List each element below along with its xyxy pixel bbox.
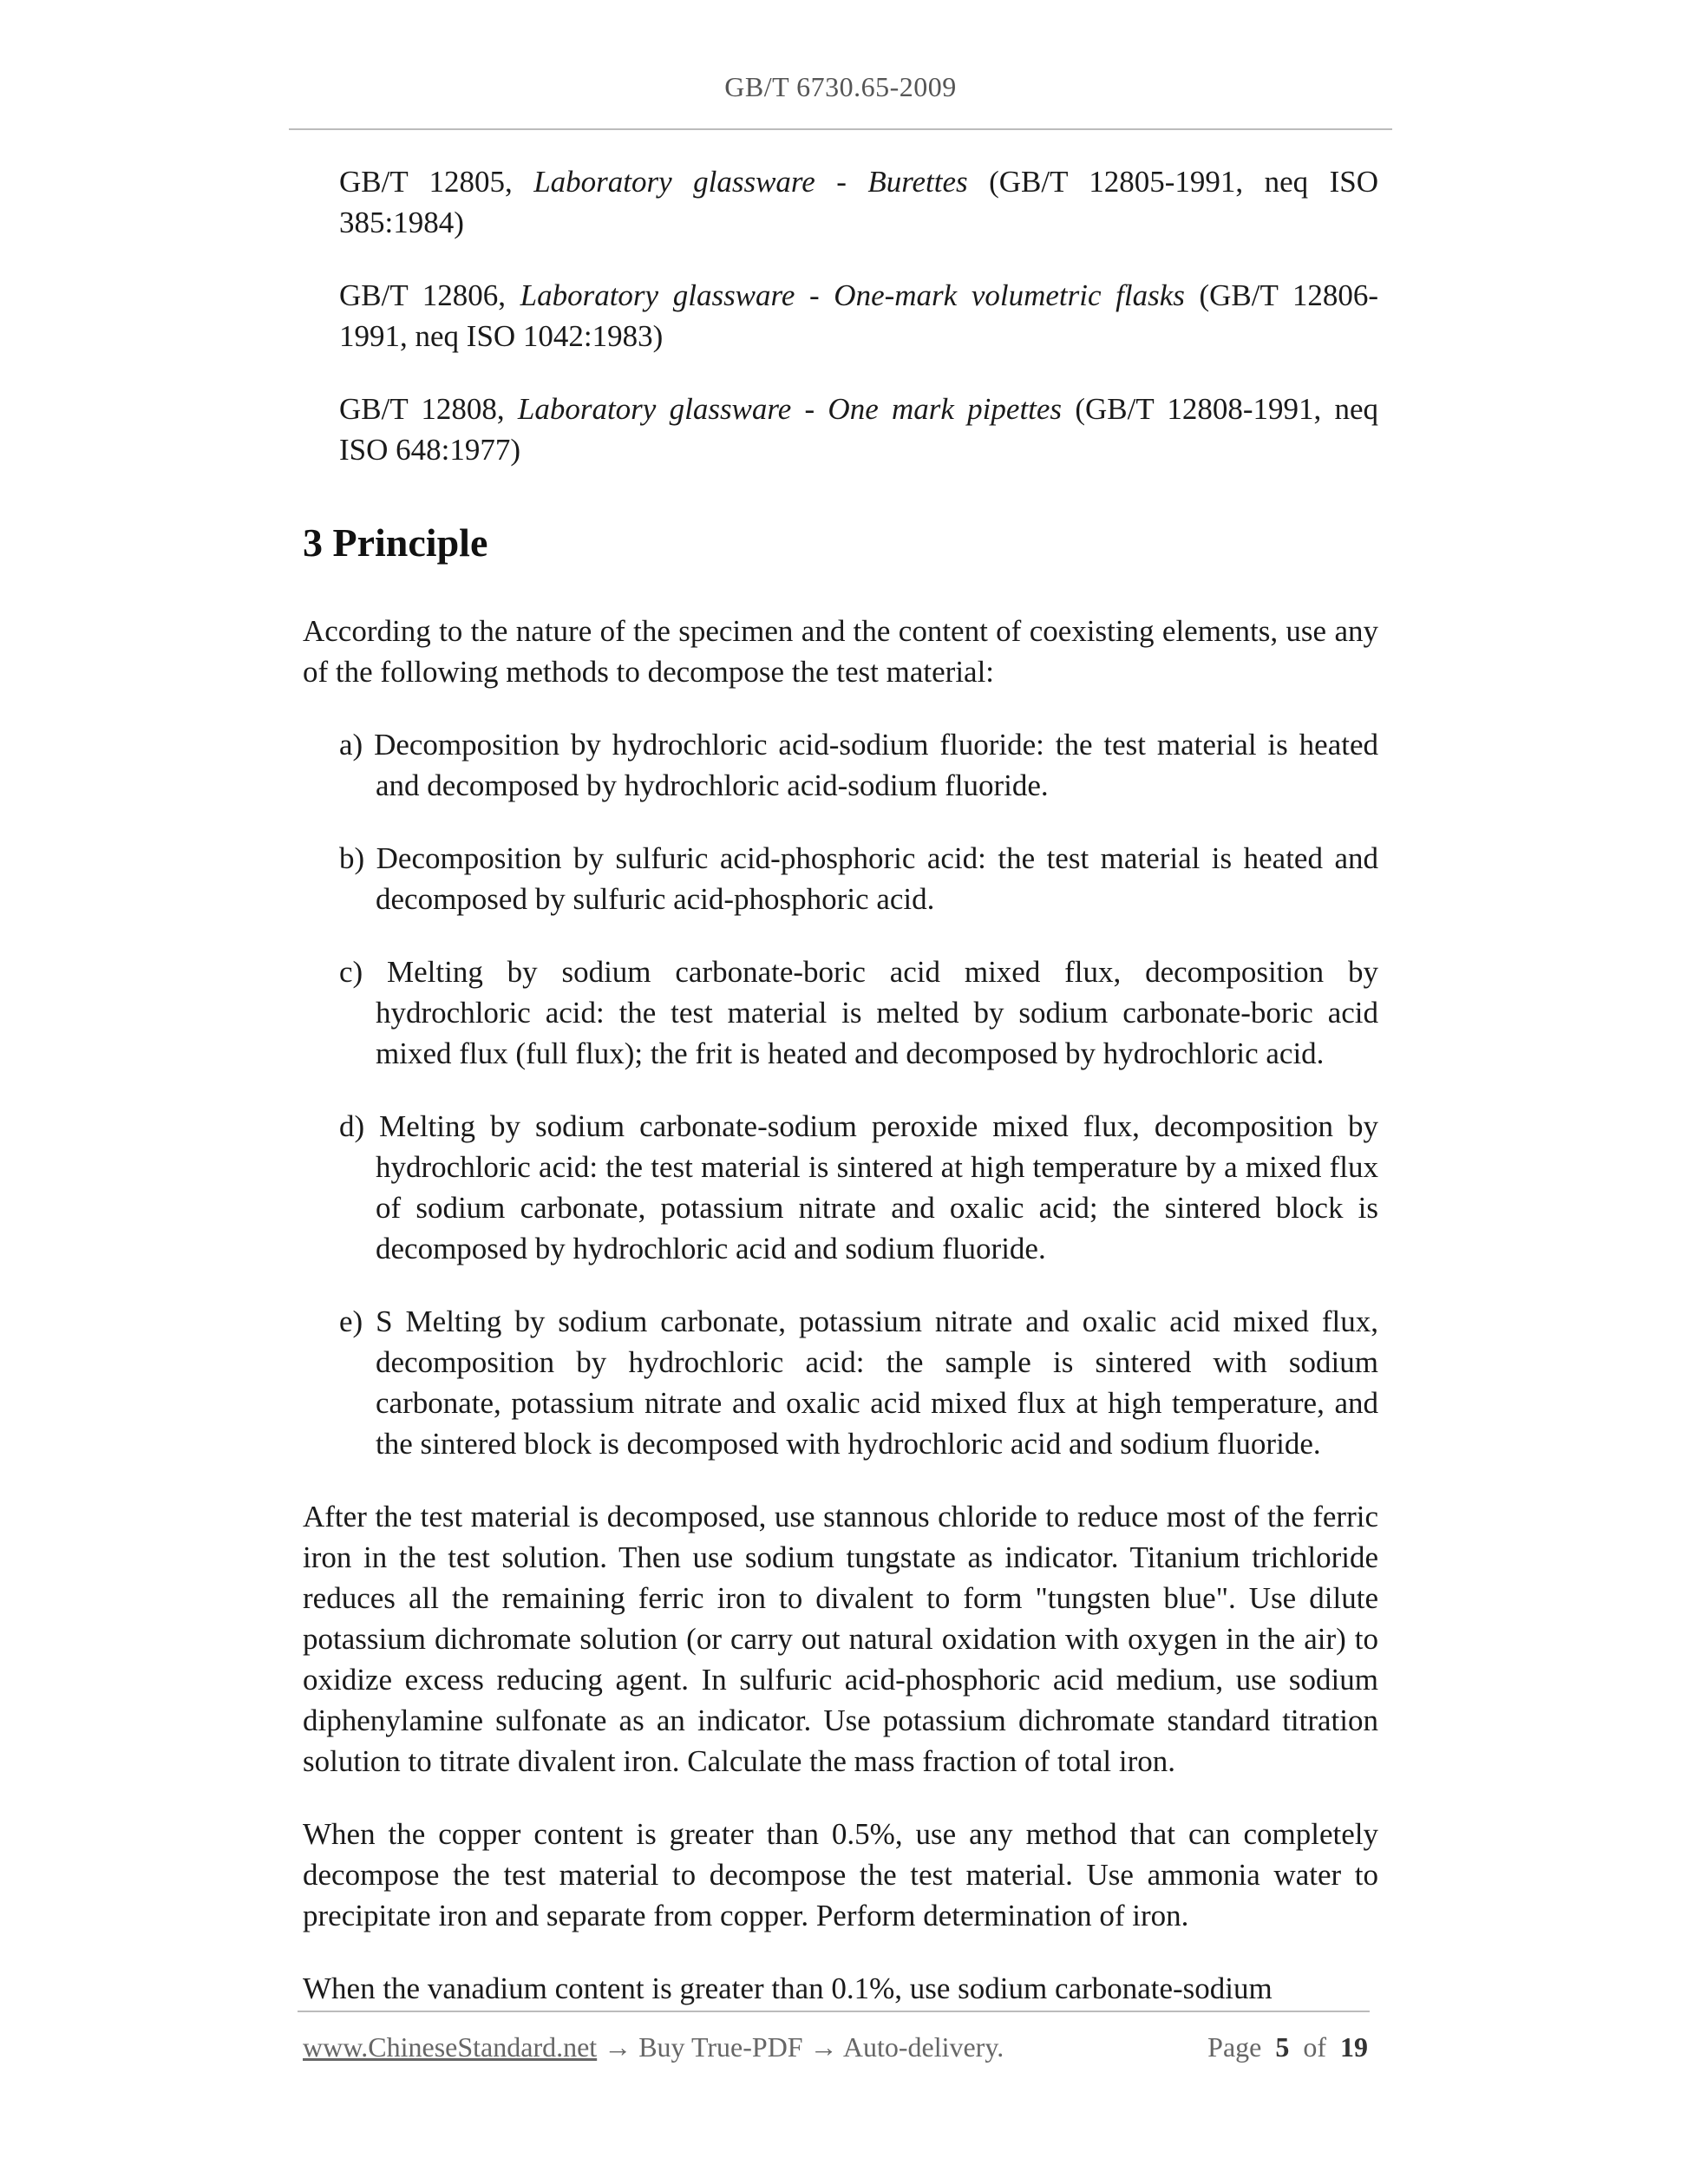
reference-code: GB/T 12808 — [339, 392, 497, 426]
method-item-c: c) Melting by sodium carbonate-boric acid mixed flux, decomposition by hydrochloric acid: the test material is melted by sodium carbonate-boric acid mixed flux (full flux); the frit is heated and decomposed by hydrochloric acid. — [339, 955, 1378, 1070]
reference-tail: (GB/T 12806-1991, neq ISO 1042:1983) — [339, 278, 1379, 353]
promo-text: → Buy True-PDF → Auto-delivery. — [597, 2031, 1004, 2063]
header-divider — [289, 128, 1392, 130]
reference-tail: (GB/T 12805-1991, neq ISO 385:1984) — [339, 165, 1378, 239]
reference-title: Laboratory glassware - One-mark volumetric flasks — [520, 278, 1185, 312]
site-link[interactable]: www.ChineseStandard.net — [303, 2031, 598, 2063]
page-header: GB/T 6730.65-2009 — [724, 71, 957, 102]
reference-title: Laboratory glassware - One mark pipettes — [517, 392, 1063, 426]
section-heading: 3 Principle — [303, 520, 488, 565]
normative-reference: GB/T 12806, Laboratory glassware - One-mark volumetric flasks (GB/T 12806-1991, neq ISO 1042:1983) — [339, 278, 1379, 353]
method-item-e: e) S Melting by sodium carbonate, potassium nitrate and oxalic acid mixed flux, decomposition by hydrochloric acid: the sample is sintered with sodium carbonate, potassium nitrate and oxalic acid mixed flux at high temperature, and the sintered block is decomposed with hydrochloric acid and sodium fluoride. — [339, 1305, 1378, 1461]
current-page: 5 — [1275, 2031, 1290, 2063]
body-paragraph: After the test material is decomposed, use stannous chloride to reduce most of the ferric iron in the test solution. Then use sodium tungstate as indicator. Titanium trichloride reduces all the remaining ferric iron to divalent to form "tungsten blue". Use dilute potassium dichromate solution (or carry out natural oxidation with oxygen in the air) to oxidize excess reducing agent. In sulfuric acid-phosphoric acid medium, use sodium diphenylamine sulfonate as an indicator. Use potassium dichromate standard titration solution to titrate divalent iron. Calculate the mass fraction of total iron. — [303, 1500, 1378, 1778]
normative-reference: GB/T 12808, Laboratory glassware - One mark pipettes (GB/T 12808-1991, neq ISO 648:1977) — [339, 392, 1379, 467]
method-item-b: b) Decomposition by sulfuric acid-phosphoric acid: the test material is heated and decomposed by sulfuric acid-phosphoric acid. — [339, 841, 1378, 916]
intro-paragraph: According to the nature of the specimen and the content of coexisting elements, use any of the following methods to decompose the test material: — [303, 614, 1378, 689]
reference-code: GB/T 12806 — [339, 278, 499, 312]
method-item-a: a) Decomposition by hydrochloric acid-sodium fluoride: the test material is heated and decomposed by hydrochloric acid-sodium fluoride. — [339, 728, 1378, 802]
body-paragraph: When the copper content is greater than 0.5%, use any method that can completely decompose the test material to decompose the test material. Use ammonia water to precipitate iron and separate from copper. Perform determination of iron. — [303, 1817, 1378, 1932]
method-item-d: d) Melting by sodium carbonate-sodium peroxide mixed flux, decomposition by hydrochloric acid: the test material is sintered at high temperature by a mixed flux of sodium carbonate, potassium nitrate and oxalic acid; the sintered block is decomposed by hydrochloric acid and sodium fluoride. — [339, 1109, 1378, 1265]
body-paragraph: When the vanadium content is greater than 0.1%, use sodium carbonate-sodium — [303, 1971, 1273, 2005]
normative-reference: GB/T 12805, Laboratory glassware - Burettes (GB/T 12805-1991, neq ISO 385:1984) — [339, 165, 1378, 239]
reference-title: Laboratory glassware - Burettes — [533, 165, 968, 199]
document-body — [303, 161, 1378, 2041]
total-pages: 19 — [1340, 2031, 1368, 2063]
footer-promo — [303, 2031, 1004, 2063]
footer-divider — [298, 2011, 1370, 2012]
reference-code: GB/T 12805 — [339, 165, 506, 199]
page-number: Page 5 of 19 — [1207, 2031, 1368, 2063]
reference-tail: (GB/T 12808-1991, neq ISO 648:1977) — [339, 392, 1379, 467]
